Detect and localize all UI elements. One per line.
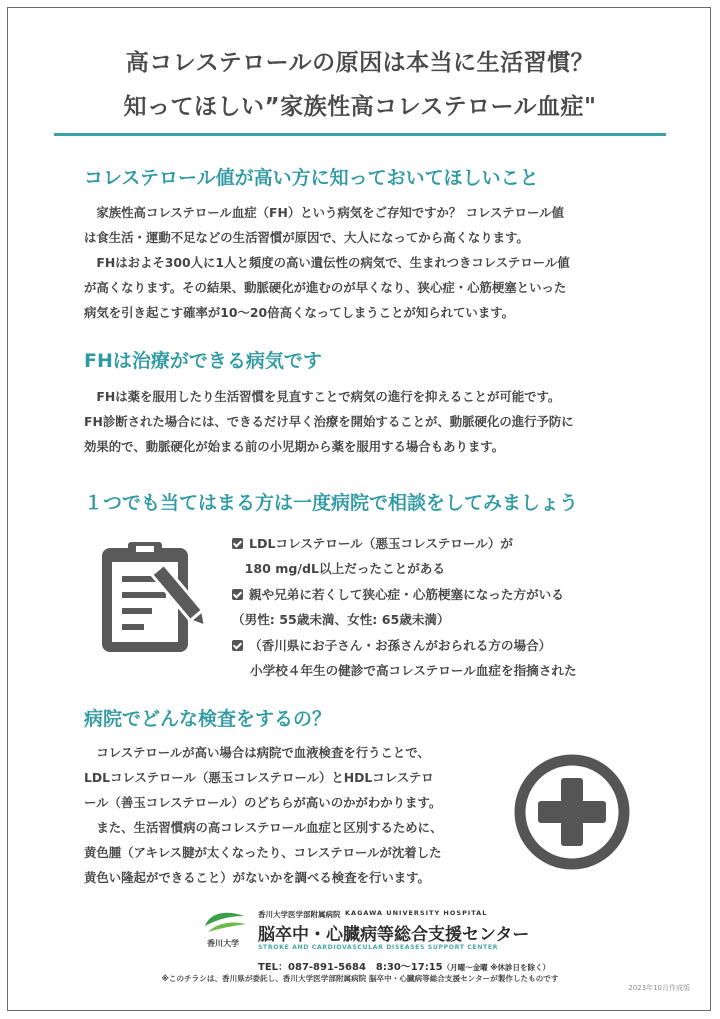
section1-line: 家族性高コレステロール血症（FH）という病気をご存知ですか？ コレステロール値 [84,205,564,220]
checklist-text: 小学校４年生の健診で高コレステロール血症を指摘された [250,663,577,678]
section1-line: 病気を引き起こす確率が10〜20倍高くなってしまうことが知られています。 [84,305,514,320]
checklist-text: 親や兄弟に若くして狭心症・心筋梗塞になった方がいる [249,587,564,602]
clipboard-icon [98,538,218,662]
main-title-line1: 高コレステロールの原因は本当に生活習慣？ [125,50,595,76]
hospital-name-en: KAGAWA UNIVERSITY HOSPITAL [345,909,488,917]
section1-body [84,200,644,325]
section4-heading: 病院でどんな検査をするの？ [84,708,332,730]
hospital-name-jp: 香川大学医学部附属病院 [258,910,341,919]
section4-line: 黄色腫（アキレス腱が太くなったり、コレステロールが沈着した [84,845,442,860]
section1-line: が高くなります。その結果、動脈硬化が進むのが早くなり、狭心症・心筋梗塞といった [84,280,567,295]
section2-line: FH診断された場合には、できるだけ早く治療を開始することが、動脈硬化の進行予防に [84,414,574,429]
checklist-item [232,584,564,603]
section4-line: LDLコレステロール（悪玉コレステロール）とHDLコレステロ [84,770,434,785]
section4-line: また、生活習慣病の高コレステロール血症と区別するために、 [84,820,443,835]
section1-line: は食生活・運動不足などの生活習慣が原因で、大人になってから高くなります。 [84,230,529,245]
title-divider [54,133,666,136]
section4-line: 黄色い隆起ができること）がないかを調べる検査を行います。 [84,870,430,885]
center-name-en: STROKE AND CARDIOVASCULAR DISEASES SUPPORT CENTER [258,944,499,951]
tel-hours-note: （月曜〜金曜 ※休診日を除く） [442,963,551,972]
publication-date: 2023年10月作成版 [628,984,690,992]
section4-line: ール（善玉コレステロール）のどちらが高いのかがわかります。 [84,795,442,810]
section2-line: FHは薬を服用したり生活習慣を見直すことで病気の進行を抑えることが可能です。 [84,389,561,404]
checkbox-icon [232,640,243,651]
checklist-item [232,533,513,552]
checklist-text: （男性: 55歳未満、女性: 65歳未満） [232,612,450,627]
section2-heading: FHは治療ができる病気です [84,350,322,372]
main-title-line2: 知ってほしい”家族性高コレステロール血症" [123,94,597,120]
section1-line: FHはおよそ300人に1人と頻度の高い遺伝性の病気で、生まれつきコレステロール値 [84,255,570,270]
tel-number: TEL：087-891-5684 8:30〜17:15 [258,962,443,973]
section4-body [84,740,504,890]
checklist-text: LDLコレステロール（悪玉コレステロール）が [249,536,514,551]
contact-tel [258,958,550,973]
university-logo [200,906,250,942]
checklist-item-continued [250,660,577,679]
section1-heading: コレステロール値が高い方に知っておいてほしいこと [84,167,539,189]
checklist-item [232,635,551,654]
section4-line: コレステロールが高い場合は病院で血液検査を行うことで、 [84,745,430,760]
checkbox-icon [232,538,243,549]
checklist-item-continued [232,609,450,628]
medical-cross-icon [512,752,632,876]
checklist-text: 180 mg/dL以上だったことがある [232,561,445,576]
checklist-item-continued [232,558,445,577]
section3-heading: １つでも当てはまる方は一度病院で相談をしてみましょう [84,492,579,514]
checklist-text: （香川県にお子さん・お孫さんがおられる方の場合） [249,638,552,653]
center-name: 脳卒中・心臓病等総合支援センター [258,925,530,945]
section2-body [84,384,644,459]
section2-line: 効果的で、動脈硬化が始まる前の小児期から薬を服用する場合もあります。 [84,439,505,454]
disclaimer: ※このチラシは、香川県が委託し、香川大学医学部附属病院 脳卒中・心臓病等総合支援センターが製作したものです [161,974,559,983]
university-name: 香川大学 [207,939,239,948]
checkbox-icon [232,589,243,600]
